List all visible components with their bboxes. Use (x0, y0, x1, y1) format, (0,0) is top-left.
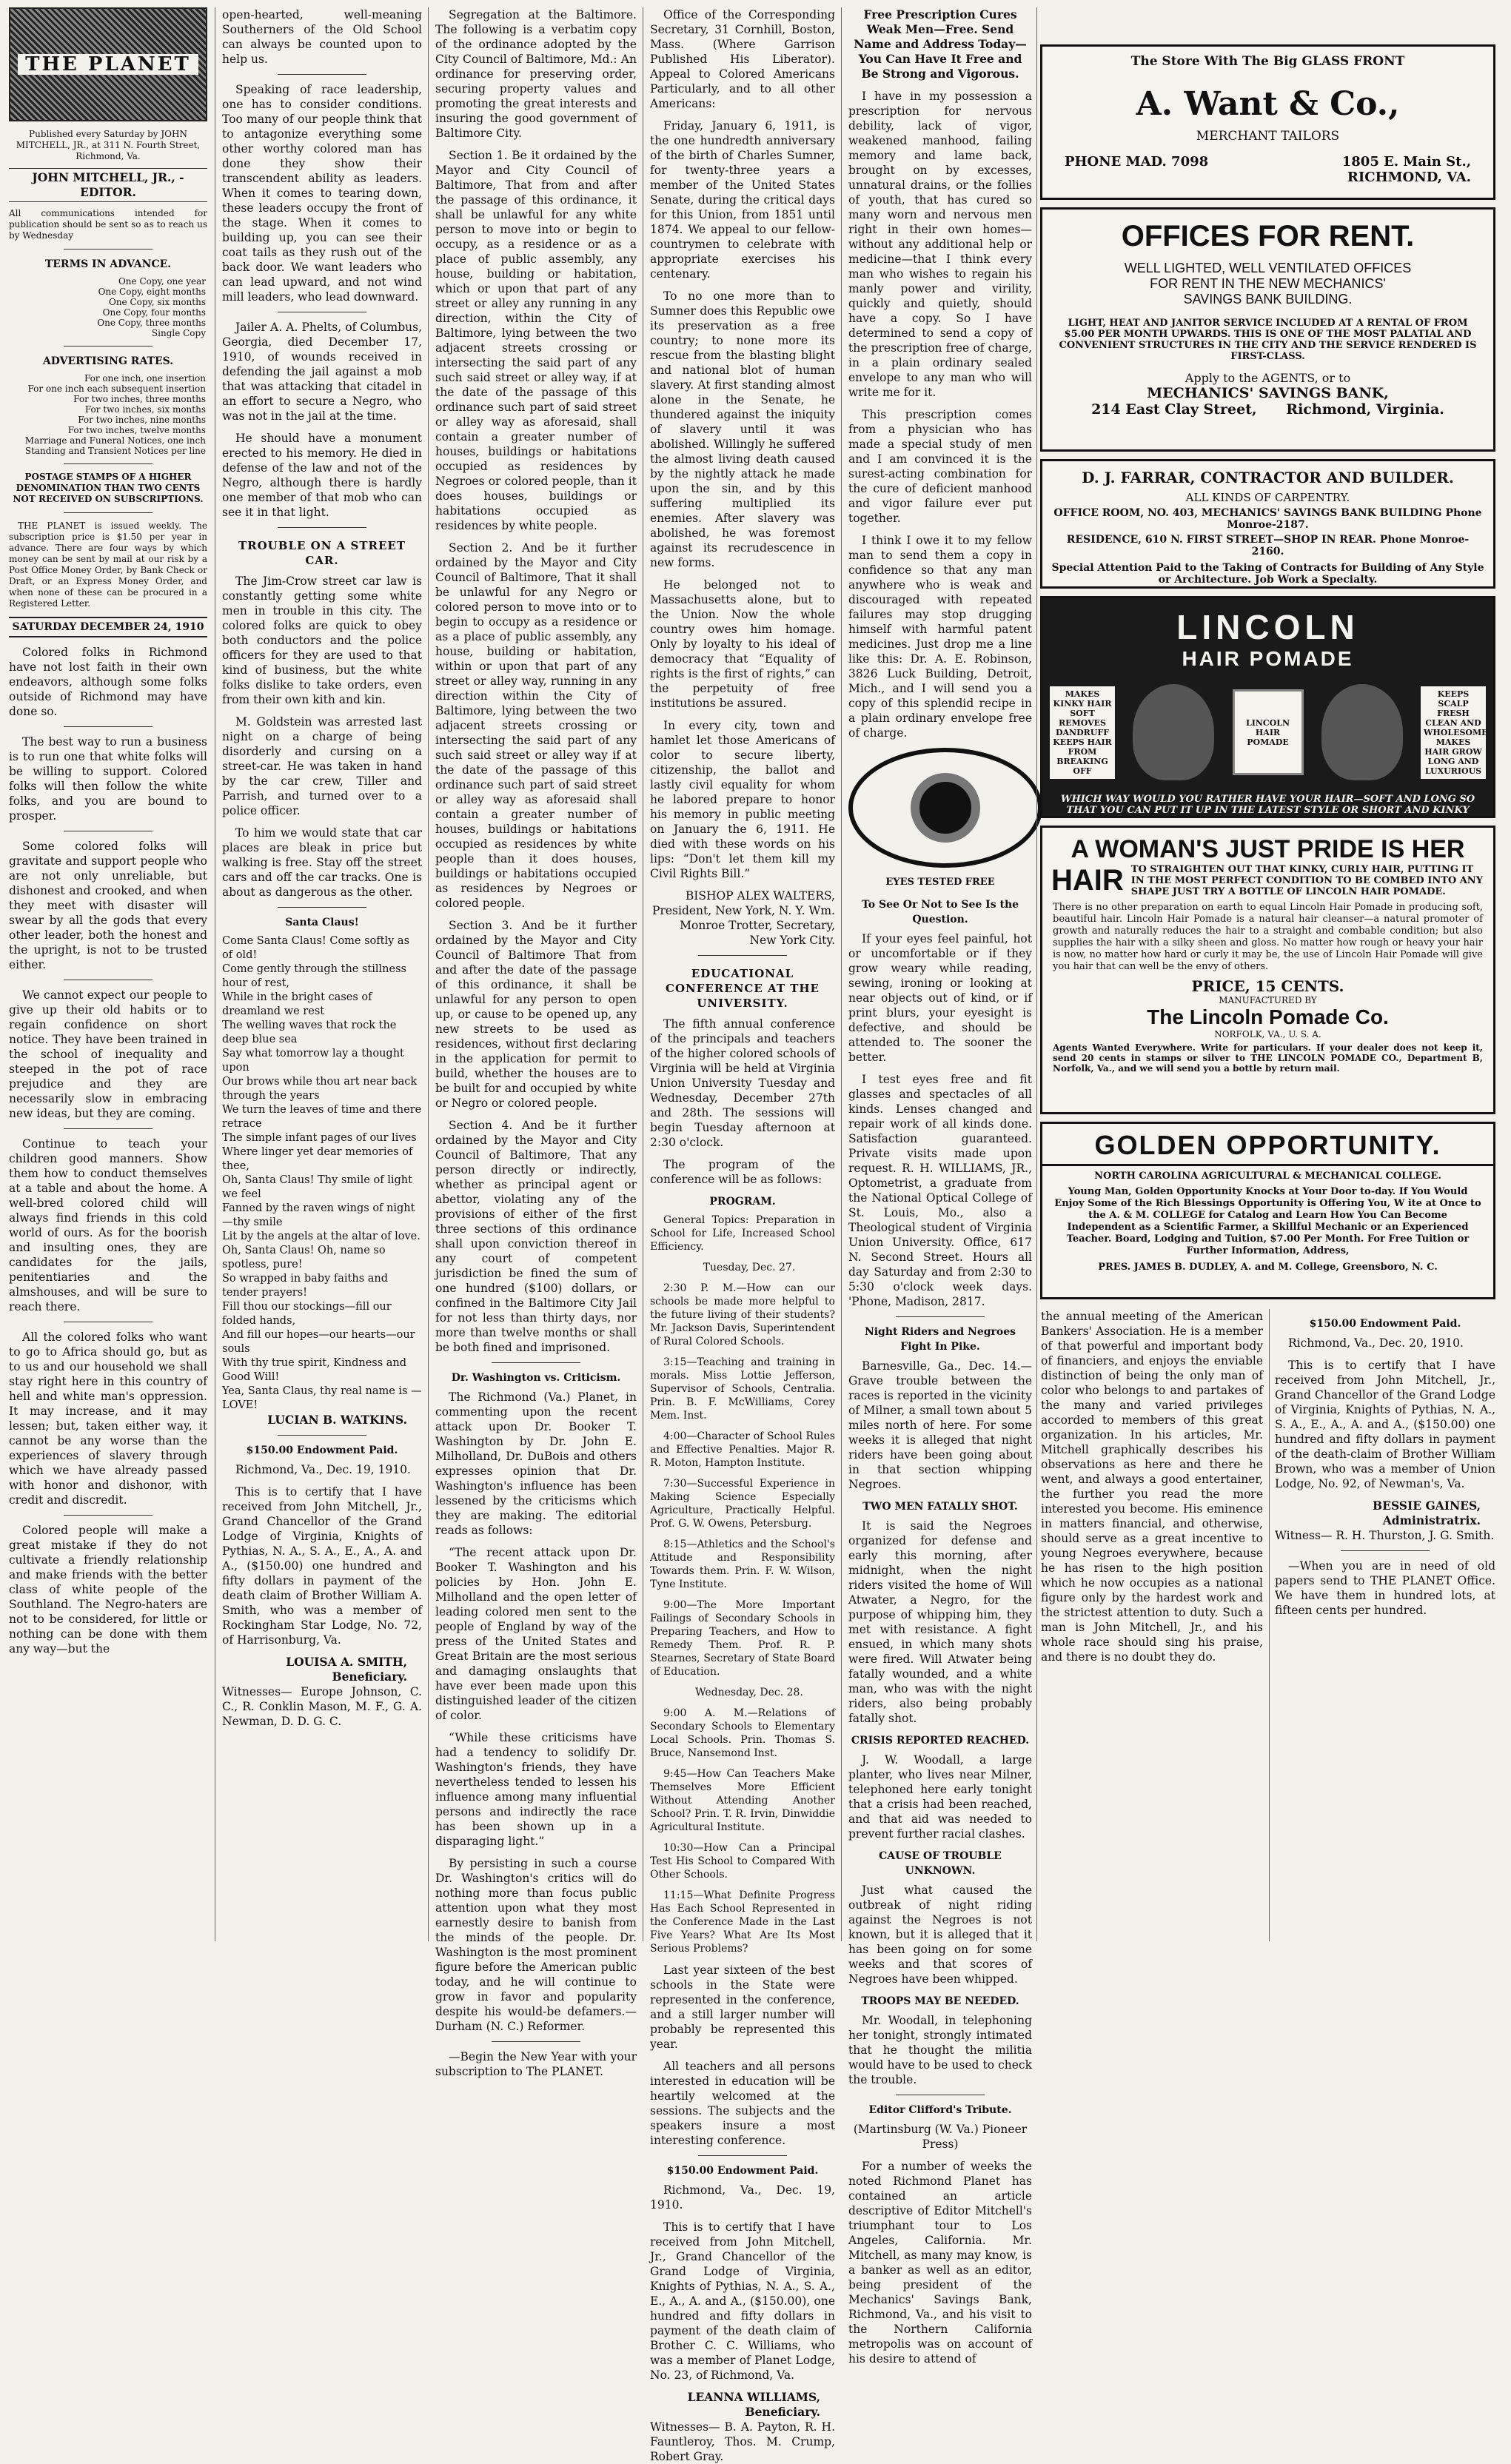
paragraph: The fifth annual conference of the principals and teachers of the higher colored schools of Virginia will be held at Virginia Union University Tuesday and Wednesday, December 27th and 28th. The sessions will begin Tuesday afternoon at 2:30 o'clock. (650, 1017, 835, 1149)
program-item: 4:00—Character of School Rules and Effective Penalties. Major R. R. Moton, Hampton Institute. (650, 1430, 835, 1469)
ad-body: There is no other preparation on earth to equal Lincoln Hair Pomade in producing soft, beautiful hair. Lincoln Hair Pomade is a natural hair cleanser—a natural promoter of growth and naturally reduces the hair to a straight and combable condition; but also supplies the hair with a silky sheen and gloss. No matter how rough or heavy your hair is now, no matter how hard or curly it may be, the use of Lincoln Hair Pomade will give you hair that can well be the envy of others. (1053, 902, 1483, 972)
source-line: (Martinsburg (W. Va.) Pioneer Press) (853, 2123, 1028, 2151)
program-item: 11:15—What Definite Progress Has Each School Represented in the Conference Made in the Last Five Years? What Are Its Most Serious Problems? (650, 1889, 835, 1955)
ad-line: MECHANICS' SAVINGS BANK, (1147, 385, 1389, 401)
ad-sub: MERCHANT TAILORS (1196, 129, 1340, 144)
program-item: 9:00 A. M.—Relations of Secondary Schools to Elementary Local Schools. Prin. Thomas S. Bruce, Nansemond Inst. (650, 1707, 835, 1759)
program-item: 2:30 P. M.—How can our schools be made more helpful to the future living of their students? Mr. Jackson Davis, Superintendent of Rural Colored Schools. (650, 1282, 835, 1348)
headline-troops: TROOPS MAY BE NEEDED. (861, 1995, 1019, 2007)
ad-line: FOR RENT IN THE NEW MECHANICS' (1150, 276, 1386, 291)
adv-row: For two inches, nine months (78, 415, 206, 425)
program-item: 7:30—Successful Experience in Making Science Especially Agriculture, Practically Helpful. Prof. G. W. Owens, Petersburg. (650, 1478, 835, 1530)
ad-title: A WOMAN'S JUST PRIDE IS HER (1071, 835, 1465, 863)
witnesses: Witnesses— Europe Johnson, C. C., R. Conklin Mason, M. F., G. A. Newman, D. D. G. C. (222, 1685, 422, 1728)
eye-label: EYES TESTED FREE (885, 877, 995, 888)
paragraph: Barnesville, Ga., Dec. 14.—Grave trouble between the races is reported in the vicinity of Milner, a small town about 5 miles north of here. For some weeks it is alleged that night riders have been going about in that section whipping Negroes. (848, 1359, 1032, 1491)
column-4 (650, 7, 835, 2463)
ad-line: Special Attention Paid to the Taking of Contracts for Building of Any Style or Architecture. Job Work a Specialty. (1051, 562, 1484, 586)
ad-company: The Lincoln Pomade Co. (1147, 1005, 1389, 1028)
terms-table (9, 276, 207, 338)
masthead-name: THE PLANET (18, 54, 198, 75)
adv-row: For one inch, one insertion (84, 373, 206, 384)
paragraph: Office of the Corresponding Secretary, 31 Cornhill, Boston, Mass. (Where Garrison Published His Liberator). Appeal to Colored Americans Particularly, and to all other Americans: (650, 8, 835, 110)
endowment-signature: LOUISA A. SMITH, Beneficiary. (286, 1655, 407, 1684)
paragraph: —Begin the New Year with your subscription to The PLANET. (435, 2050, 637, 2078)
paragraph: The Jim-Crow street car law is constantly getting some white men in trouble in this city. The colored folks are quick to obey both conductors and the police officers for they are used to that kind of business, but the white folks dislike to take orders, even from their own kith and kin. (222, 575, 422, 706)
headline-prescription: Free Prescription Cures Weak Men—Free. Send Name and Address Today—You Can Have It Free and Be Strong and Vigorous. (854, 7, 1027, 81)
ad-city: RICHMOND, VA. (1347, 170, 1471, 185)
paragraph: We cannot expect our people to give up their old habits or to regain confidence on short notice. They have been trained in the school of inequality and steeped in the pot of race prejudice and they are necessarily slow in embracing new ideas, but they are coming. (9, 988, 207, 1120)
adv-row: For two inches, twelve months (67, 425, 206, 435)
poem-line: The welling waves that rock the deep blue sea (222, 1020, 397, 1045)
ad-title: OFFICES FOR RENT. (1121, 220, 1415, 252)
poem-line: The simple infant pages of our lives (222, 1132, 417, 1144)
paragraph: Colored folks in Richmond have not lost faith in their own endeavors, although some folks outside of Richmond may have done so. (9, 646, 207, 718)
poem-line: And fill our hopes—our hearts—our souls (222, 1329, 415, 1355)
paragraph: Section 2. And be it further ordained by the Mayor and City Council of Baltimore, That it shall be unlawful for any Negro or colored person to move into or to begin to occupy as a residence or as a place of public assembly, any house, building or habitation, within or upon that part of any street or alley way, running in any direction within the City of Baltimore, lying between the two adjacent streets crossing or intersecting the said part of any such said street or alley way if at the date of the passage of this ordinance such part of said street or alley way as aforesaid shall contain a greater number of houses, buildings or habitations occupied as residences by white people than it does houses, buildings or habitations occupied as residences by Negroes or colored people. (435, 541, 637, 910)
paragraph: Some colored folks will gravitate and support people who are not only unreliable, but dishonest and crooked, and when they meet with disaster will swear by all the gods that every other leader, both the honest and the upright, is not to be trusted either. (9, 840, 207, 971)
paragraph: This is to certify that I have received from John Mitchell, Jr., Grand Chancellor of the Grand Lodge of Virginia, Knights of Pythias, N. A., S. A., E., A., A. and A., ($150.00), one hundred and fifty dollars in payment of the death claim of Brother C. C. Williams, who was a member of Planet Lodge, No. 23, of Richmond, Va. (650, 2220, 835, 2382)
program-item: 3:15—Teaching and training in morals. Miss Lottie Jefferson, Supervisor of Schools, Centralia. Prin. B. F. McWilliams, Corey Mem. Inst. (650, 1356, 835, 1422)
witnesses: Witnesses— B. A. Payton, R. H. Fauntleroy, Thos. M. Crump, Robert Gray. (650, 2420, 835, 2463)
ad-location: NORFOLK, VA., U. S. A. (1214, 1029, 1321, 1040)
program-item: 10:30—How Can a Principal Test His School to Compared With Other Schools. (650, 1842, 835, 1881)
paragraph: By persisting in such a course Dr. Washington's critics will do nothing more than focus public attention upon what they most earnestly desire to banish from the minds of the people. Dr. Washington is the most prominent figure before the American public today, and he will continue to grow in favor and popularity despite his would-be defamers.—Durham (N. C.) Reformer. (435, 1857, 637, 2033)
dateline: SATURDAY DECEMBER 24, 1910 (9, 617, 207, 637)
endowment-date: Richmond, Va., Dec. 19, 1910. (235, 1463, 411, 1476)
program-item: 9:45—How Can Teachers Make Themselves More Efficient Without Attending Another School? Prin. T. R. Irvin, Dinwiddie Agricultural Institute. (650, 1768, 835, 1833)
paragraph: The best way to run a business is to run one that white folks will be willing to support. Colored folks will then follow the white folks, and you are bound to prosper. (9, 735, 207, 823)
poem-line: Where linger yet dear memories of thee, (222, 1146, 413, 1172)
paragraph: Section 1. Be it ordained by the Mayor and City Council of Baltimore, That from and after the passage of this ordinance, it shall be unlawful for any white person to move into or begin to occupy, as a residence or as a place of public assembly, any house, building or habitation, which or upon that part of any street or alley any running in any direction, within the City of Baltimore, lying between the two adjacent streets crossing or intersecting the said part of any such said street or alley way, if at the date of the passage of this ordinance such part of said street or alley way as aforesaid, shall contain a greater number of houses, buildings or habitations occupied as residences by Negroes or colored people, than it does houses, buildings or habitations occupied as residences by white people. (435, 149, 637, 532)
ad-slogan: WHICH WAY WOULD YOU RATHER HAVE YOUR HAIR—SOFT AND LONG SO THAT YOU CAN PUT IT UP IN THE LATEST STYLE OR SHORT AND KINKY (1060, 794, 1475, 816)
program-item: 8:15—Athletics and the School's Attitude and Responsibility Towards them. Prin. F. W. Wilson, Tyne Institute. (650, 1539, 835, 1590)
headline-two-men: TWO MEN FATALLY SHOT. (862, 1501, 1018, 1513)
ad-agents: Agents Wanted Everywhere. Write for particulars. If your dealer does not keep it, send 20 cents in stamps or silver to THE LINCOLN POMADE CO., Department B, Norfolk, Va., and we will send you a bottle by return mail. (1053, 1042, 1483, 1074)
ad-subtitle: HAIR POMADE (1182, 647, 1354, 670)
paragraph: I have in my possession a prescription for nervous debility, lack of vigor, weakened manhood, failing memory and lame back, brought on by excesses, unnatural drains, or the follies of youth, that has cured so many worn and nervous men right in their own homes—without any additional help or medicine—that I think every man who wishes to regain his manly power and virility, quickly and quietly, should have a copy. So I have determined to send a copy of the prescription free of charge, in a plain ordinary sealed envelope to any man who will write me for it. (848, 90, 1032, 399)
paragraph: To him we would state that car places are bleak in price but walking is free. Stay off the street cars and off the car tracks. One is about as dangerous as the other. (222, 826, 422, 899)
ad-line: LIGHT, HEAT AND JANITOR SERVICE INCLUDED AT A RENTAL OF FROM $5.00 PER MONTH UPWARDS. THIS IS ONE OF THE MOST PALATIAL AND CONVENIENT STRUCTURES IN THE CITY AND THE SERVICE RENDERED IS FIRST-CLASS. (1059, 318, 1477, 362)
poem-author: LUCIAN B. WATKINS. (267, 1413, 407, 1427)
woman-portrait-icon (1133, 684, 1214, 780)
ad-offices-for-rent (1040, 207, 1495, 452)
adv-row: Marriage and Funeral Notices, one inch (24, 435, 206, 446)
headline-endowment: $150.00 Endowment Paid. (246, 1444, 398, 1456)
headline-washington: Dr. Washington vs. Criticism. (451, 1372, 621, 1384)
poem-line: With thy true spirit, Kindness and Good Will! (222, 1357, 407, 1383)
ad-womans-pride (1040, 826, 1495, 1114)
ad-sub: TO STRAIGHTEN OUT THAT KINKY, CURLY HAIR, PUTTING IT IN THE MOST PERFECT CONDITION TO BE COMBED INTO ANY SHAPE JUST TRY A BOTTLE OF LINCOLN HAIR POMADE. (1130, 864, 1483, 897)
headline-crisis: CRISIS REPORTED REACHED. (851, 1735, 1030, 1747)
jar-label: LINCOLN HAIR POMADE (1233, 689, 1304, 775)
column-5 (848, 7, 1032, 2366)
adv-heading: ADVERTISING RATES. (42, 355, 174, 367)
paragraph: Just what caused the outbreak of night riding against the Negroes is not known, but it is alleged that it has been going on for some weeks and that scores of Negroes have been whipped. (848, 1884, 1032, 1986)
poem (222, 934, 422, 1413)
poem-line: Come Santa Claus! Come softly as of old! (222, 935, 410, 961)
terms-row: One Copy, three months (97, 318, 206, 328)
ad-left-claims: MAKES KINKY HAIR SOFT REMOVES DANDRUFF KEEPS HAIR FROM BREAKING OFF (1050, 686, 1115, 779)
poem-line: Oh, Santa Claus! Thy smile of light we feel (222, 1174, 412, 1200)
column-6 (1041, 1309, 1263, 1949)
ad-body: Young Man, Golden Opportunity Knocks at Your Door to-day. If You Would Enjoy Some of the Rich Blessings Opportunity is Offering You, W ite at Once to the A. & M. COLLEGE for Catalog and Learn How You Can Become Independent as a Scientific Farmer, a Skillful Mechanic or an Experienced Teacher. Board, Lodging and Tuition, $7.00 Per Month. For Free Tuition or Further Information, Address, (1054, 1186, 1481, 1256)
headline-cause: CAUSE OF TROUBLE UNKNOWN. (879, 1850, 1002, 1877)
poem-line: Yea, Santa Claus, thy real name is —LOVE! (222, 1385, 422, 1411)
paragraph: This is to certify that I have received from John Mitchell, Jr., Grand Chancellor of the Grand Lodge of Virginia, Knights of Pythias, N. A., S. A., E., A., A. and A., ($150.00) one hundred and fifty dollars in payment of the death-claim of Brother William Brown, who was a member of Union Lodge, No. 92, of Newman's, Va. (1275, 1359, 1495, 1490)
ad-lincoln-pomade (1040, 596, 1495, 818)
headline-editor: Editor Clifford's Tribute. (868, 2104, 1012, 2116)
ad-farrar (1040, 459, 1495, 589)
column-3 (435, 7, 637, 2078)
ad-golden-opportunity (1040, 1122, 1495, 1299)
endowment-signature: LEANNA WILLIAMS, Beneficiary. (687, 2390, 820, 2419)
paragraph: Section 4. And be it further ordained by the Mayor and City Council of Baltimore, That any person directly or indirectly, whether as principal agent or abettor, violating any of the provisions of either of the first three sections of this ordinance shall upon conviction thereof in any court of competent jurisdiction be fined the sum of one hundred ($100) dollars, or confined in the Baltimore City Jail for not less than thirty days, nor more than twelve months or shall be both fined and imprisoned. (435, 1119, 637, 1354)
terms-row: One Copy, eight months (98, 287, 206, 297)
paragraph: I test eyes free and fit glasses and spectacles of all kinds. Lenses changed and repair work of all kinds done. Satisfaction guaranteed. Private visits made upon request. R. H. WILLIAMS, JR., Optometrist, a graduate from the National Optical College of St. Louis, Mo., also a Theological student of Virginia Union University. Office, 617 N. Second Street. Hours all day Saturday and from 2:30 to 5:30 o'clock week days. 'Phone, Madison, 2817. (848, 1073, 1032, 1308)
headline-conference: EDUCATIONAL CONFERENCE AT THE UNIVERSITY. (666, 967, 820, 1010)
masthead-logo (9, 7, 207, 121)
headline-streetcar: TROUBLE ON A STREET CAR. (238, 539, 406, 567)
ad-header: The Store With The Big GLASS FRONT (1130, 54, 1405, 69)
ad-line: ALL KINDS OF CARPENTRY. (1185, 491, 1350, 504)
adv-row: For one inch each subsequent insertion (27, 384, 206, 394)
ad-title: LINCOLN (1176, 608, 1359, 646)
ad-mfg: MANUFACTURED BY (1219, 995, 1317, 1005)
paragraph: Mr. Woodall, in telephoning her tonight, strongly intimated that he thought the militia would have to be used to check the trouble. (848, 2014, 1032, 2086)
ad-line: OFFICE ROOM, NO. 403, MECHANICS' SAVINGS BANK BUILDING Phone Monroe-2187. (1053, 507, 1482, 531)
program-item: General Topics: Preparation in School for Life, Increased School Efficiency. (650, 1214, 835, 1253)
paragraph: —When you are in need of old papers send to THE PLANET Office. We have them in hundred lots, at fifteen cents per hundred. (1275, 1559, 1495, 1617)
headline-endowment: $150.00 Endowment Paid. (1309, 1318, 1461, 1330)
paragraph: Colored people will make a great mistake if they do not cultivate a friendly relationship and make friends with the better class of white people of the Southland. The Negro-haters are not to be considered, for little or nothing can be done with them any way—but the (9, 1524, 207, 1656)
ad-phone: PHONE MAD. 7098 (1065, 154, 1209, 170)
deadline-note: All communications intended for publication should be sent so as to reach us by Wednesday (9, 208, 207, 241)
paragraph: For a number of weeks the noted Richmond Planet has contained an article descriptive of Editor Mitchell's triumphant tour to Los Angeles, California. Mr. Mitchell, as many may know, is a banker as well as an editor, being president of the Mechanics' Savings Bank, Richmond, Va., and his visit to the Northern California metropolis was on account of his desire to attend of (848, 2160, 1032, 2366)
paragraph: “While these criticisms have had a tendency to solidify Dr. Washington's friends, they have nevertheless tended to lessen his influence among many influential persons and indirectly the race has been shown up in a disparaging light.” (435, 1731, 637, 1848)
poem-line: Our brows while thou art near back through the years (222, 1076, 418, 1102)
terms-row: One Copy, one year (118, 276, 206, 287)
ad-right-claims: KEEPS SCALP FRESH CLEAN AND WHOLESOME MAKES HAIR GROW LONG AND LUXURIOUS (1421, 686, 1486, 779)
terms-row: One Copy, four months (102, 307, 206, 318)
adv-row: For two inches, six months (84, 404, 206, 415)
paragraph: If your eyes feel painful, hot or uncomfortable or if they grow weary while reading, sewing, ironing or looking at near objects out of kind, or if print blurs, your eyesight is defective, and should be attended to. The sooner the better. (848, 932, 1032, 1064)
poem-line: Fanned by the raven wings of night—thy smile (222, 1202, 415, 1228)
headline-program: PROGRAM. (709, 1196, 776, 1208)
column-2 (222, 7, 422, 1949)
paragraph: The program of the conference will be as follows: (650, 1158, 835, 1186)
terms-heading: TERMS IN ADVANCE. (44, 258, 172, 270)
ad-line: WELL LIGHTED, WELL VENTILATED OFFICES (1124, 261, 1412, 275)
endowment-date: Richmond, Va., Dec. 19, 1910. (650, 2183, 835, 2212)
paragraph: All the colored folks who want to go to Africa should go, but as to us and our household we shall stay right here in this country of hell and white man's oppression. It may increase, and it may lessen; but, taken either way, it cannot be any worse than the experiences of slavery through which we have already passed with honor and dishonor, with credit and discredit. (9, 1330, 207, 1507)
ad-title: GOLDEN OPPORTUNITY. (1042, 1130, 1493, 1166)
paragraph: Segregation at the Baltimore. The following is a verbatim copy of the ordinance adopted by the City Council of Baltimore, Md.: An ordinance for preserving order, securing property values and promoting the great interests and insuring the good government of Baltimore City. (435, 8, 637, 140)
headline-endowment: $150.00 Endowment Paid. (666, 2165, 819, 2177)
ad-price: PRICE, 15 CENTS. (1191, 977, 1344, 995)
ad-line: SAVINGS BANK BUILDING. (1183, 292, 1353, 307)
poem-line: So wrapped in baby faiths and tender prayers! (222, 1273, 389, 1299)
paragraph: It is said the Negroes organized for defense and early this morning, after midnight, when the night riders visited the home of Will Atwater, a Negro, for the purpose of whipping him, they met with resistance. A fight ensued, in which many shots were fired. Will Atwater being fatally wounded, and a white man, who was with the night riders, also being probably fatally shot. (848, 1519, 1032, 1725)
poem-line: We turn the leaves of time and there retrace (222, 1104, 422, 1130)
poem-line: While in the bright cases of dreamland we rest (222, 991, 372, 1017)
paragraph: open-hearted, well-meaning Southerners of the Old School can always be counted upon to help us. (222, 8, 422, 66)
program-item: Wednesday, Dec. 28. (695, 1687, 803, 1698)
paragraph: In every city, town and hamlet let those Americans of color to secure liberty, citizenship, the ballot and lastly civil equality for whom he labored prepare to honor his memory in public meeting on January the 6, 1911. He died with these words on his lips: “Don't let them kill my Civil Rights Bill.” (650, 719, 835, 880)
paragraph: the annual meeting of the American Bankers' Association. He is a member of that powerful and important body of financiers, and enjoys the enviable distinction of being the only man of color who belongs to and partakes of the many and varied privileges accorded to members of this great organization. In his articles, Mr. Mitchell graphically describes his observations as here and there he went, and always a good entertainer, the further you read the more interested you become. His eminence in matters financial, and otherwise, should serve as a great incentive to young Negroes everywhere, because he has risen to the high position which he now occupies as a national figure only by the hardest work and the strictest attention to duty. Such a man is John Mitchell, Jr., and his whole race should sing his praise, and there is no doubt they do. (1041, 1310, 1263, 1664)
program-item: Tuesday, Dec. 27. (703, 1262, 796, 1273)
ad-title: D. J. FARRAR, CONTRACTOR AND BUILDER. (1082, 469, 1454, 486)
eye-icon (848, 748, 1042, 868)
ad-line: Apply to the AGENTS, or to (1185, 371, 1351, 385)
paragraph: To no one more than to Sumner does this Republic owe its preservation as a free country; to none more its rescue from the blasting blight and national blot of human slavery. At first standing almost alone in the Senate, he thundered against the iniquity of slavery until it was abolished. Willingly he suffered the almost living death caused by the nightly attack he made upon the sin, and by this suffering multiplied its enemies. After slavery was abolished, he was foremost against its recrudescence in new forms. (650, 289, 835, 569)
paragraph: Jailer A. A. Phelts, of Columbus, Georgia, died December 17, 1910, of wounds received in defending the jail against a mob that was attacking that citadel in an effort to secure a Negro, who was not in the jail at the time. (222, 321, 422, 423)
adv-row: Standing and Transient Notices per line (24, 446, 206, 456)
paragraph: J. W. Woodall, a large planter, who lives near Milner, telephoned here early tonight that a crisis had been reached, and that aid was needed to prevent further racial clashes. (848, 1753, 1032, 1841)
witnesses: Witness— R. H. Thurston, J. G. Smith. (1275, 1529, 1495, 1542)
paragraph: I think I owe it to my fellow man to send them a copy in confidence so that any man anywhere who is weak and discouraged with repeated failures may stop drugging himself with harmful patent medicines. Just drop me a line like this: Dr. A. E. Robinson, 3826 Luck Building, Detroit, Mich., and I will send you a copy of this splendid recipe in a plain ordinary envelope free of charge. (848, 534, 1032, 740)
adv-row: For two inches, three months (73, 394, 206, 404)
ad-want-and-co (1040, 44, 1495, 200)
poem-line: Come gently through the stillness hour of rest, (222, 963, 406, 989)
terms-row: Single Copy (151, 328, 206, 338)
paragraph: He belonged not to Massachusetts alone, but to the Union. Now the whole country owes him homage. Only by loyalty to his ideal of democracy that “Equality of rights is the first of rights,” can the perpetuity of free institutions be assured. (650, 578, 835, 710)
program-list (650, 1213, 835, 1955)
headline-santa: Santa Claus! (285, 917, 359, 928)
paragraph: This is to certify that I have received from John Mitchell, Jr., Grand Chancellor of the Grand Lodge of Virginia, Knights of Pythias, N. A., S. A., E., A., A. and A., ($150.00) one hundred and fifty dollars in payment of the death claim of Brother William A. Smith, who was a member of Rockingham Star Lodge, No. 72, of Harrisonburg, Va. (222, 1485, 422, 1647)
signature: BISHOP ALEX WALTERS, President, New York, N. Y. Wm. Monroe Trotter, Secretary, New York City. (652, 889, 835, 947)
ad-line: RESIDENCE, 610 N. FIRST STREET—SHOP IN REAR. Phone Monroe-2160. (1066, 534, 1470, 558)
ad-store-name: A. Want & Co., (1136, 85, 1400, 123)
ad-address: 1805 E. Main St., (1341, 154, 1471, 170)
stamps-note: POSTAGE STAMPS OF A HIGHER DENOMINATION THAN TWO CENTS NOT RECEIVED ON SUBSCRIPTIONS. (13, 472, 204, 504)
paragraph: Continue to teach your children good manners. Show them how to conduct themselves at a table and about the home. A well-bred colored child will always find friends in this cold world of ours. As for the boorish and insulting ones, they are candidates for the jails, penitentiaries and the almshouses, and will be sure to reach there. (9, 1137, 207, 1313)
subscription-notice: THE PLANET is issued weekly. The subscription price is $1.50 per year in advance. There are four ways by which money can be sent by mail at our risk by a Post Office Money Order, by Bank Check or Draft, or an Express Money Order, and when none of these can be procured in a Registered Letter. (9, 520, 207, 609)
ad-president: PRES. JAMES B. DUDLEY, A. and M. College, Greensboro, N. C. (1098, 1262, 1438, 1273)
editor-line: JOHN MITCHELL, JR., - EDITOR. (9, 168, 207, 202)
column-1 (9, 7, 207, 1949)
publisher-line: Published every Saturday by JOHN MITCHELL, JR., at 311 N. Fourth Street, Richmond, Va. (16, 129, 201, 161)
paragraph: Section 3. And be it further ordained by the Mayor and City Council of Baltimore That from and after the date of the passage of this ordinance, it shall be unlawful for any person to open up, or cause to be opened up, any new streets to be used as residences, without first declaring in the application for permit to build, whether the houses are to be built for and occupied by white or Negro or colored people. (435, 919, 637, 1110)
paragraph: Friday, January 6, 1911, is the one hundredth anniversary of the birth of Charles Sumner, for twenty-three years a member of the United States Senate, during the critical days for this Union, from 1851 until 1874. We appeal to our fellow-countrymen to celebrate with appropriate exercises his centenary. (650, 119, 835, 281)
paragraph: He should have a monument erected to his memory. He died in defense of the law and not of the Negro, although there is hardly one member of that mob who can see it in that light. (222, 432, 422, 519)
endowment-date: Richmond, Va., Dec. 20, 1910. (1288, 1336, 1464, 1350)
ad-hair: HAIR (1051, 864, 1124, 897)
poem-line: Say what tomorrow lay a thought upon (222, 1048, 404, 1074)
column-7 (1275, 1309, 1495, 1949)
paragraph: Speaking of race leadership, one has to consider conditions. Too many of our people think that to antagonize everything some other worthy colored man has done they show their transcendent ability as leaders. When it comes to tearing down, these leaders occupy the front of the stage. When it comes to building up, you can see their coat tails as they rush out of the back door. We want leaders who can lead upward, and not wind mill leaders, who lead downward. (222, 83, 422, 304)
endowment-signature: BESSIE GAINES, Administratrix. (1373, 1499, 1481, 1527)
paragraph: The Richmond (Va.) Planet, in commenting upon the recent attack upon Dr. Booker T. Washington by Dr. John E. Milholland, Dr. DuBois and others expresses opinion that Dr. Washington's influence has been lessened by the criticisms which they are making. The editorial reads as follows: (435, 1390, 637, 1537)
eye-caption: To See Or Not to See Is the Question. (861, 899, 1019, 925)
paragraph: M. Goldstein was arrested last night on a charge of being disorderly and cursing on a street-car. He was taken in hand by the car crew, Tiller and Parrish, and turned over to a police officer. (222, 715, 422, 817)
adv-table (9, 373, 207, 456)
poem-line: Fill thou our stockings—fill our folded hands, (222, 1301, 392, 1327)
paragraph: All teachers and all persons interested in education will be heartily welcomed at the sessions. The subjects and the speakers insure a most interesting conference. (650, 2060, 835, 2147)
ad-school: NORTH CAROLINA AGRICULTURAL & MECHANICAL COLLEGE. (1094, 1171, 1441, 1182)
headline-night-riders: Night Riders and Negroes Fight In Pike. (864, 1326, 1016, 1353)
paragraph: “The recent attack upon Dr. Booker T. Washington and his policies by Hon. John E. Milholland and the open letter of leading colored men sent to the people of England by way of the press of the United States and Great Britain are the most serious and damaging onslaughts that have ever been made upon this distinguished leader of the citizen of color. (435, 1546, 637, 1722)
ad-line: 214 East Clay Street, Richmond, Virginia. (1091, 401, 1444, 418)
paragraph: Last year sixteen of the best schools in the State were represented in the conference, and a still larger number will probably be represented this year. (650, 1964, 835, 2051)
poem-line: Oh, Santa Claus! Oh, name so spotless, pure! (222, 1245, 386, 1270)
program-item: 9:00—The More Important Failings of Secondary Schools in Preparing Teachers, and How to Remedy Them. Prof. R. P. Stearnes, Secretary of State Board of Education. (650, 1599, 835, 1678)
poem-line: Lit by the angels at the altar of love. (222, 1231, 421, 1242)
woman-portrait-icon (1321, 684, 1403, 780)
terms-row: One Copy, six months (108, 297, 206, 307)
paragraph: This prescription comes from a physician who has made a special study of men and I am convinced it is the surest-acting combination for the cure of deficient manhood and vigor failure ever put together. (848, 408, 1032, 525)
